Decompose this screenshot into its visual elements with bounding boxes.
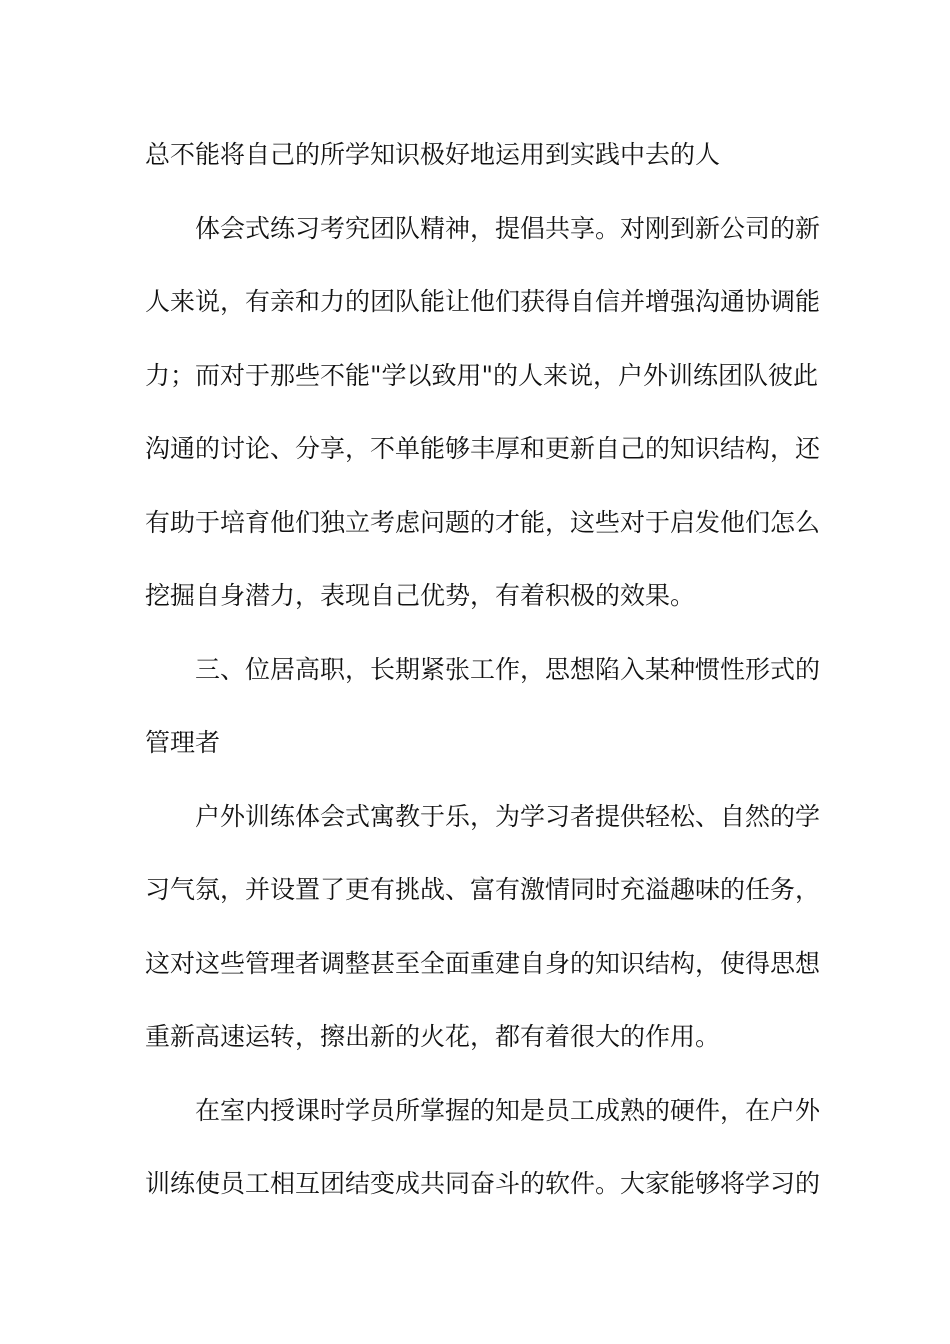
text-line: 人来说，有亲和力的团队能让他们获得自信并增强沟通协调能 [145, 287, 821, 316]
text-line: 有助于培育他们独立考虑问题的才能，这些对于启发他们怎么 [145, 507, 821, 537]
text-line: 习气氛，并设置了更有挑战、富有激情同时充溢趣味的任务， [145, 875, 821, 904]
text-line: 训练使员工相互团结变成共同奋斗的软件。大家能够将学习的 [145, 1169, 821, 1198]
text-line: 管理者 [145, 728, 221, 757]
text-line: 体会式练习考究团队精神，提倡共享。对刚到新公司的新 [195, 213, 821, 243]
text-line: 这对这些管理者调整甚至全面重建自身的知识结构，使得思想 [145, 948, 821, 978]
text-line: 户外训练体会式寓教于乐，为学习者提供轻松、自然的学 [195, 801, 821, 831]
text-line: 在室内授课时学员所掌握的知是员工成熟的硬件，在户外 [195, 1095, 821, 1125]
body-text [145, 130, 821, 1233]
text-line: 三、位居高职，长期紧张工作，思想陷入某种惯性形式的 [195, 654, 821, 684]
text-line: 沟通的讨论、分享，不单能够丰厚和更新自己的知识结构，还 [145, 434, 821, 463]
text-line: 挖掘自身潜力，表现自己优势，有着积极的效果。 [145, 581, 696, 610]
text-line: 力；而对于那些不能"学以致用"的人来说，户外训练团队彼此 [145, 360, 819, 390]
text-line: 总不能将自己的所学知识极好地运用到实践中去的人 [145, 140, 721, 169]
text-line: 重新高速运转，擦出新的火花，都有着很大的作用。 [145, 1022, 721, 1051]
